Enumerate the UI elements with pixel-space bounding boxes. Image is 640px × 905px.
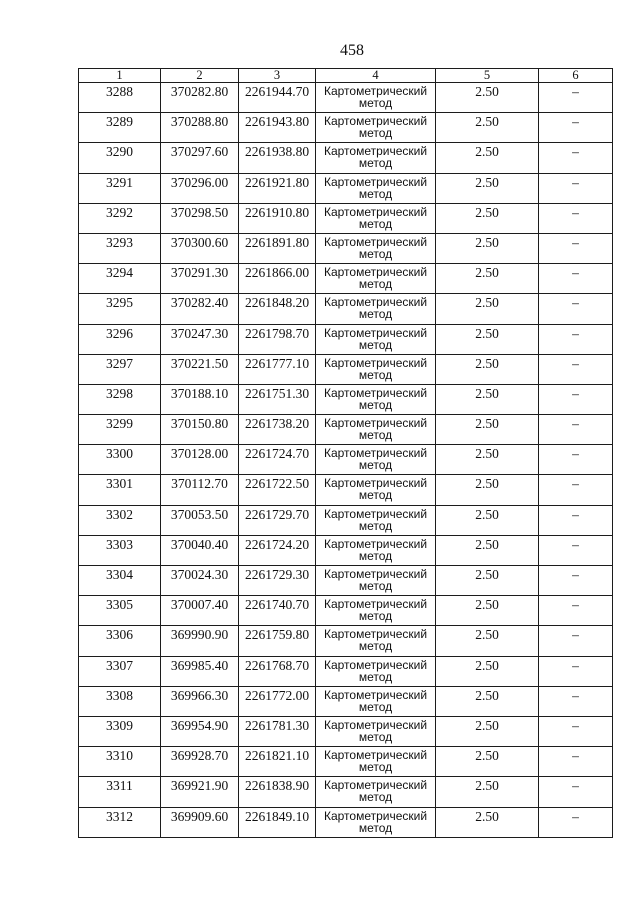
table-row: [79, 294, 613, 324]
note-cell: –: [539, 324, 613, 354]
coordinate-2-cell: 2261729.30: [239, 566, 316, 596]
method-line-1: Картометрический: [323, 657, 428, 672]
method-cell: [316, 505, 436, 535]
method-cell: [316, 384, 436, 414]
coordinate-2-cell: 2261838.90: [239, 777, 316, 807]
accuracy-cell: 2.50: [436, 294, 539, 324]
method-line-2: метод: [358, 729, 393, 744]
method-cell: [316, 716, 436, 746]
method-line-1: Картометрический: [323, 416, 428, 431]
coordinate-1-cell: 369990.90: [161, 626, 239, 656]
method-line-1: Картометрический: [323, 597, 428, 612]
coordinate-1-cell: 370288.80: [161, 113, 239, 143]
method-line-2: метод: [358, 518, 393, 533]
accuracy-cell: 2.50: [436, 686, 539, 716]
method-cell: [316, 626, 436, 656]
method-line-1: Картометрический: [323, 808, 428, 823]
method-line-1: Картометрический: [323, 234, 428, 249]
point-number-cell: 3295: [79, 294, 161, 324]
table-row: [79, 203, 613, 233]
accuracy-cell: 2.50: [436, 83, 539, 113]
point-number-cell: 3306: [79, 626, 161, 656]
method-line-1: Картометрический: [323, 144, 428, 159]
method-line-2: метод: [358, 639, 393, 654]
coordinate-2-cell: 2261866.00: [239, 264, 316, 294]
table-row: [79, 354, 613, 384]
coordinate-2-cell: 2261759.80: [239, 626, 316, 656]
method-line-2: метод: [358, 246, 393, 261]
note-cell: –: [539, 747, 613, 777]
table-row: [79, 596, 613, 626]
method-cell: [316, 83, 436, 113]
note-cell: –: [539, 475, 613, 505]
method-cell: [316, 143, 436, 173]
method-line-2: метод: [358, 699, 393, 714]
method-line-1: Картометрический: [323, 204, 428, 219]
method-line-1: Картометрический: [323, 325, 428, 340]
note-cell: –: [539, 535, 613, 565]
accuracy-cell: 2.50: [436, 656, 539, 686]
note-cell: –: [539, 415, 613, 445]
coordinate-2-cell: 2261943.80: [239, 113, 316, 143]
note-cell: –: [539, 777, 613, 807]
point-number-cell: 3289: [79, 113, 161, 143]
method-cell: [316, 415, 436, 445]
method-line-2: метод: [358, 790, 393, 805]
point-number-cell: 3296: [79, 324, 161, 354]
table-row: [79, 747, 613, 777]
coordinate-2-cell: 2261848.20: [239, 294, 316, 324]
table-row: [79, 656, 613, 686]
method-line-2: метод: [358, 186, 393, 201]
coordinate-2-cell: 2261849.10: [239, 807, 316, 837]
accuracy-cell: 2.50: [436, 324, 539, 354]
note-cell: –: [539, 566, 613, 596]
coordinate-1-cell: 369985.40: [161, 656, 239, 686]
method-line-2: метод: [358, 609, 393, 624]
coordinates-table: [78, 68, 613, 838]
column-header-4: 4: [316, 69, 436, 83]
table-row: [79, 807, 613, 837]
point-number-cell: 3288: [79, 83, 161, 113]
note-cell: –: [539, 807, 613, 837]
table-row: [79, 143, 613, 173]
note-cell: –: [539, 384, 613, 414]
coordinate-1-cell: 369954.90: [161, 716, 239, 746]
coordinate-1-cell: 369966.30: [161, 686, 239, 716]
point-number-cell: 3297: [79, 354, 161, 384]
point-number-cell: 3304: [79, 566, 161, 596]
method-cell: [316, 354, 436, 384]
method-cell: [316, 294, 436, 324]
coordinate-1-cell: 370297.60: [161, 143, 239, 173]
accuracy-cell: 2.50: [436, 807, 539, 837]
column-header-5: 5: [436, 69, 539, 83]
accuracy-cell: 2.50: [436, 535, 539, 565]
method-line-2: метод: [358, 458, 393, 473]
point-number-cell: 3311: [79, 777, 161, 807]
coordinate-2-cell: 2261777.10: [239, 354, 316, 384]
method-line-1: Картометрический: [323, 567, 428, 581]
accuracy-cell: 2.50: [436, 415, 539, 445]
method-line-2: метод: [358, 307, 393, 322]
table-row: [79, 535, 613, 565]
point-number-cell: 3312: [79, 807, 161, 837]
coordinate-1-cell: 370024.30: [161, 566, 239, 596]
table-row: [79, 505, 613, 535]
coordinate-2-cell: 2261772.00: [239, 686, 316, 716]
table-header: [79, 69, 613, 83]
coordinate-2-cell: 2261740.70: [239, 596, 316, 626]
table-row: [79, 686, 613, 716]
accuracy-cell: 2.50: [436, 566, 539, 596]
method-line-1: Картометрический: [323, 717, 428, 732]
coordinate-1-cell: 370040.40: [161, 535, 239, 565]
table-row: [79, 445, 613, 475]
note-cell: –: [539, 173, 613, 203]
table-row: [79, 233, 613, 263]
point-number-cell: 3291: [79, 173, 161, 203]
method-cell: [316, 475, 436, 505]
method-line-2: метод: [358, 760, 393, 775]
table-row: [79, 83, 613, 113]
coordinate-2-cell: 2261944.70: [239, 83, 316, 113]
table-row: [79, 384, 613, 414]
method-line-1: Картометрический: [323, 476, 428, 491]
method-line-1: Картометрический: [323, 536, 428, 551]
method-line-1: Картометрический: [323, 385, 428, 400]
note-cell: –: [539, 445, 613, 475]
method-line-2: метод: [358, 126, 393, 141]
method-line-2: метод: [358, 96, 393, 110]
column-header-3: 3: [239, 69, 316, 83]
coordinate-2-cell: 2261891.80: [239, 233, 316, 263]
coordinate-2-cell: 2261724.70: [239, 445, 316, 475]
note-cell: –: [539, 686, 613, 716]
accuracy-cell: 2.50: [436, 747, 539, 777]
coordinate-1-cell: 370291.30: [161, 264, 239, 294]
point-number-cell: 3293: [79, 233, 161, 263]
method-line-2: метод: [358, 397, 393, 412]
coordinate-1-cell: 370282.80: [161, 83, 239, 113]
accuracy-cell: 2.50: [436, 777, 539, 807]
method-cell: [316, 264, 436, 294]
method-line-2: метод: [358, 548, 393, 563]
coordinate-1-cell: 370298.50: [161, 203, 239, 233]
accuracy-cell: 2.50: [436, 384, 539, 414]
note-cell: –: [539, 354, 613, 384]
table-row: [79, 415, 613, 445]
coordinate-1-cell: 370112.70: [161, 475, 239, 505]
coordinate-1-cell: 369921.90: [161, 777, 239, 807]
coordinate-1-cell: 370247.30: [161, 324, 239, 354]
method-line-2: метод: [358, 579, 393, 593]
column-header-2: 2: [161, 69, 239, 83]
coordinate-1-cell: 370188.10: [161, 384, 239, 414]
coordinate-1-cell: 370282.40: [161, 294, 239, 324]
method-cell: [316, 566, 436, 596]
method-line-1: Картометрический: [323, 446, 428, 461]
method-cell: [316, 324, 436, 354]
method-line-1: Картометрический: [323, 355, 428, 370]
method-cell: [316, 686, 436, 716]
accuracy-cell: 2.50: [436, 143, 539, 173]
coordinate-2-cell: 2261722.50: [239, 475, 316, 505]
table-row: [79, 475, 613, 505]
coordinate-2-cell: 2261938.80: [239, 143, 316, 173]
accuracy-cell: 2.50: [436, 475, 539, 505]
method-cell: [316, 596, 436, 626]
method-line-2: метод: [358, 367, 393, 382]
coordinate-1-cell: 370128.00: [161, 445, 239, 475]
column-header-1: 1: [79, 69, 161, 83]
table-row: [79, 716, 613, 746]
table-row: [79, 566, 613, 596]
coordinate-2-cell: 2261738.20: [239, 415, 316, 445]
point-number-cell: 3290: [79, 143, 161, 173]
coordinate-2-cell: 2261751.30: [239, 384, 316, 414]
point-number-cell: 3294: [79, 264, 161, 294]
table-row: [79, 324, 613, 354]
table-body: [79, 83, 613, 838]
accuracy-cell: 2.50: [436, 596, 539, 626]
note-cell: –: [539, 626, 613, 656]
table-row: [79, 173, 613, 203]
method-line-2: метод: [358, 156, 393, 171]
method-cell: [316, 233, 436, 263]
accuracy-cell: 2.50: [436, 716, 539, 746]
method-line-1: Картометрический: [323, 687, 428, 702]
accuracy-cell: 2.50: [436, 113, 539, 143]
method-line-1: Картометрический: [323, 295, 428, 310]
point-number-cell: 3292: [79, 203, 161, 233]
note-cell: –: [539, 505, 613, 535]
point-number-cell: 3300: [79, 445, 161, 475]
method-cell: [316, 445, 436, 475]
point-number-cell: 3305: [79, 596, 161, 626]
accuracy-cell: 2.50: [436, 173, 539, 203]
method-cell: [316, 747, 436, 777]
method-cell: [316, 203, 436, 233]
coordinate-1-cell: 370300.60: [161, 233, 239, 263]
note-cell: –: [539, 596, 613, 626]
point-number-cell: 3299: [79, 415, 161, 445]
accuracy-cell: 2.50: [436, 264, 539, 294]
coordinate-1-cell: 370221.50: [161, 354, 239, 384]
coordinate-1-cell: 369928.70: [161, 747, 239, 777]
coordinate-2-cell: 2261798.70: [239, 324, 316, 354]
accuracy-cell: 2.50: [436, 233, 539, 263]
note-cell: –: [539, 233, 613, 263]
coordinate-1-cell: 370296.00: [161, 173, 239, 203]
accuracy-cell: 2.50: [436, 626, 539, 656]
note-cell: –: [539, 264, 613, 294]
method-line-1: Картометрический: [323, 748, 428, 763]
method-cell: [316, 777, 436, 807]
coordinate-2-cell: 2261821.10: [239, 747, 316, 777]
method-cell: [316, 807, 436, 837]
point-number-cell: 3310: [79, 747, 161, 777]
method-line-2: метод: [358, 428, 393, 443]
accuracy-cell: 2.50: [436, 354, 539, 384]
method-line-2: метод: [358, 277, 393, 292]
coordinate-1-cell: 370007.40: [161, 596, 239, 626]
table-row: [79, 264, 613, 294]
coordinate-2-cell: 2261724.20: [239, 535, 316, 565]
coordinate-2-cell: 2261910.80: [239, 203, 316, 233]
note-cell: –: [539, 203, 613, 233]
method-line-1: Картометрический: [323, 627, 428, 642]
coordinate-1-cell: 369909.60: [161, 807, 239, 837]
accuracy-cell: 2.50: [436, 445, 539, 475]
method-line-1: Картометрический: [323, 265, 428, 280]
coordinate-2-cell: 2261921.80: [239, 173, 316, 203]
header-row: [79, 69, 613, 83]
coordinate-2-cell: 2261781.30: [239, 716, 316, 746]
column-header-6: 6: [539, 69, 613, 83]
method-cell: [316, 173, 436, 203]
point-number-cell: 3308: [79, 686, 161, 716]
point-number-cell: 3302: [79, 505, 161, 535]
point-number-cell: 3303: [79, 535, 161, 565]
table-row: [79, 626, 613, 656]
note-cell: –: [539, 716, 613, 746]
coordinate-2-cell: 2261729.70: [239, 505, 316, 535]
point-number-cell: 3307: [79, 656, 161, 686]
accuracy-cell: 2.50: [436, 203, 539, 233]
note-cell: –: [539, 113, 613, 143]
method-line-1: Картометрический: [323, 778, 428, 793]
accuracy-cell: 2.50: [436, 505, 539, 535]
point-number-cell: 3301: [79, 475, 161, 505]
method-line-1: Картометрический: [323, 114, 428, 129]
method-cell: [316, 656, 436, 686]
page-number: 458: [340, 42, 364, 59]
note-cell: –: [539, 294, 613, 324]
point-number-cell: 3298: [79, 384, 161, 414]
method-line-1: Картометрический: [323, 84, 428, 98]
table-row: [79, 113, 613, 143]
method-line-2: метод: [358, 669, 393, 684]
method-line-2: метод: [358, 820, 393, 835]
method-line-2: метод: [358, 337, 393, 352]
note-cell: –: [539, 83, 613, 113]
coordinate-1-cell: 370150.80: [161, 415, 239, 445]
note-cell: –: [539, 656, 613, 686]
coordinate-1-cell: 370053.50: [161, 505, 239, 535]
method-line-1: Картометрический: [323, 174, 428, 189]
point-number-cell: 3309: [79, 716, 161, 746]
coordinate-2-cell: 2261768.70: [239, 656, 316, 686]
note-cell: –: [539, 143, 613, 173]
method-line-2: метод: [358, 216, 393, 231]
method-line-1: Картометрический: [323, 506, 428, 521]
table-row: [79, 777, 613, 807]
method-line-2: метод: [358, 488, 393, 503]
method-cell: [316, 113, 436, 143]
method-cell: [316, 535, 436, 565]
